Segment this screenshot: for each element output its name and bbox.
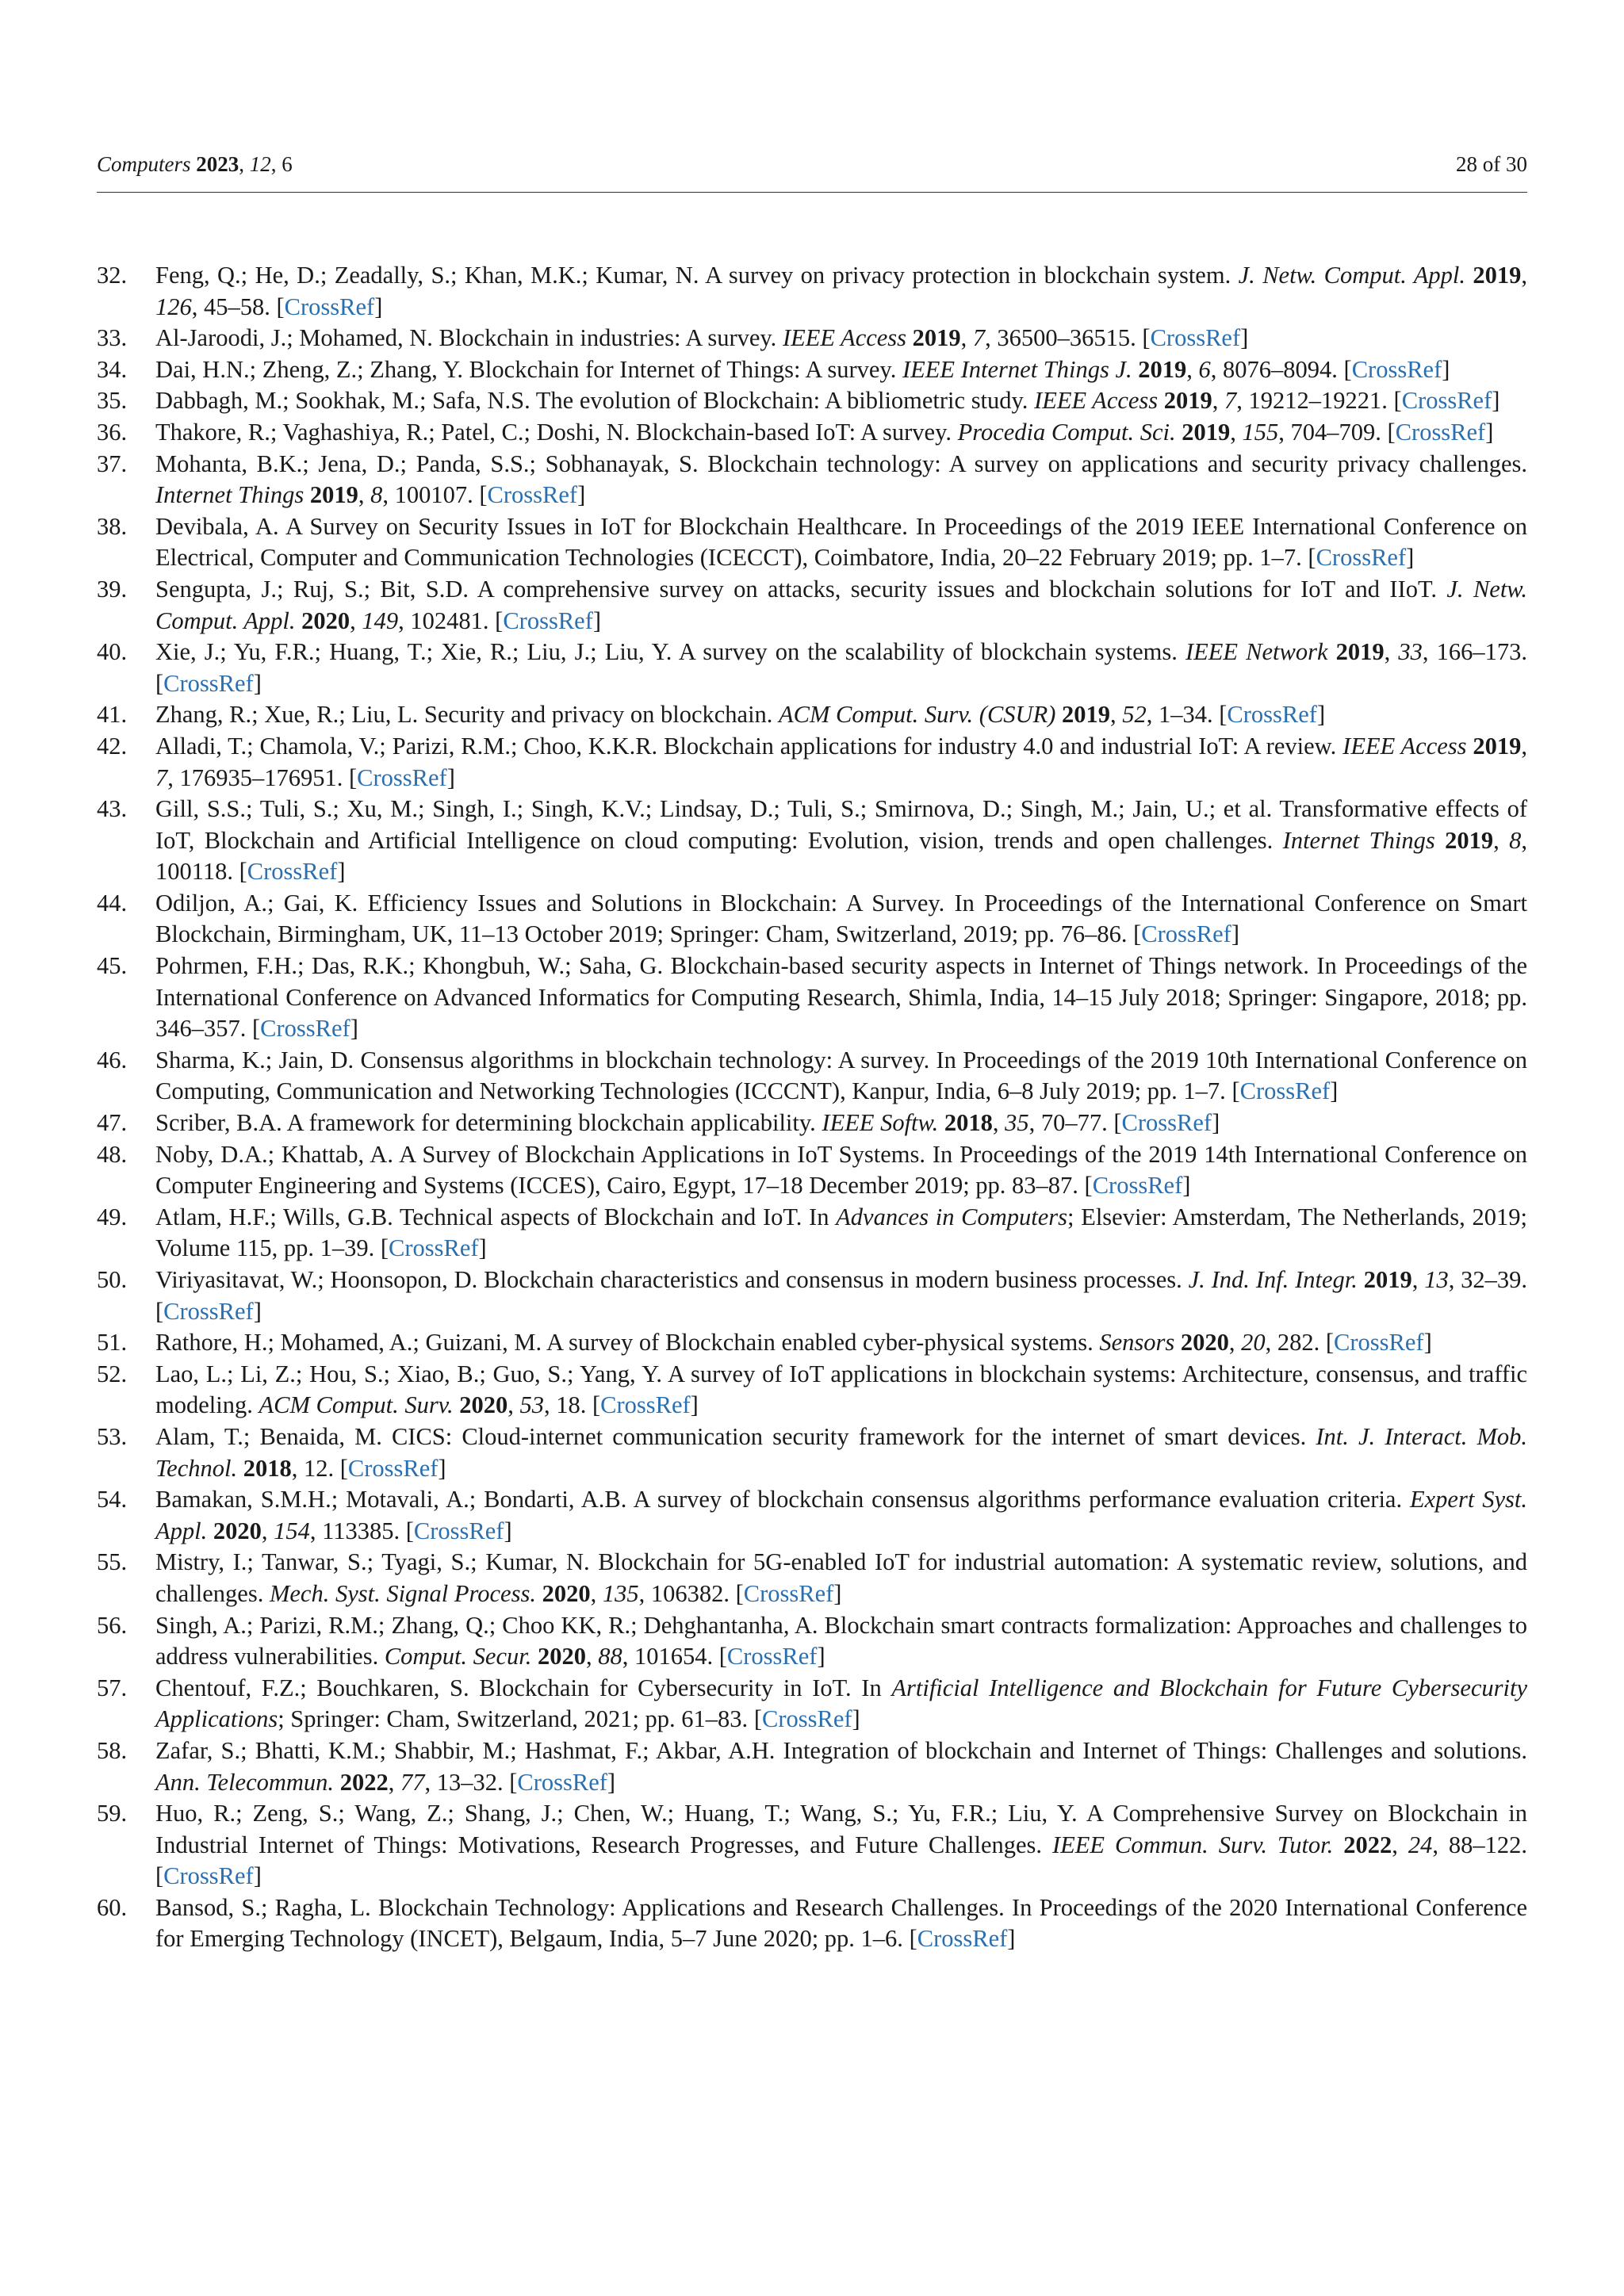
reference-year: 2019	[309, 481, 358, 509]
reference-year: 2020	[213, 1517, 262, 1544]
reference-number: 34.	[97, 355, 128, 383]
crossref-link[interactable]: CrossRef	[163, 1297, 254, 1325]
crossref-link[interactable]: CrossRef	[1227, 701, 1317, 729]
reference-number: 45.	[97, 952, 128, 980]
reference-pages: 12.	[303, 1454, 335, 1482]
crossref-link[interactable]: CrossRef	[357, 763, 447, 791]
reference-item: 41. Zhang, R.; Xue, R.; Liu, L. Security and privacy on blockchain. ACM Comput. Surv. (CSUR) 2019, 52, 1–34. [CrossRef]	[97, 699, 1527, 731]
reference-volume: 155	[1242, 418, 1279, 446]
reference-item: 36. Thakore, R.; Vaghashiya, R.; Patel, C.; Doshi, N. Blockchain-based IoT: A survey. Procedia Comput. Sci. 2019, 155, 704–709. [CrossRef]	[97, 417, 1527, 449]
reference-journal: Internet Things	[155, 481, 304, 509]
crossref-link[interactable]: CrossRef	[1351, 355, 1442, 383]
reference-item: 37. Mohanta, B.K.; Jena, D.; Panda, S.S.; Sobhanayak, S. Blockchain technology: A survey on applications and security privacy challenges. Internet Things 2019, 8, 100107. [CrossRef]	[97, 450, 1527, 509]
reference-year: 2019	[1445, 826, 1494, 854]
crossref-link[interactable]: CrossRef	[247, 858, 338, 886]
reference-year: 2019	[1473, 262, 1522, 289]
reference-year: 2019	[1163, 387, 1212, 415]
reference-year: 2019	[1138, 355, 1187, 383]
reference-text: Bamakan, S.M.H.; Motavali, A.; Bondarti, A.B. A survey of blockchain consensus algorithms performance evaluation criteria.	[155, 1486, 1403, 1513]
reference-volume: 13	[1424, 1266, 1449, 1293]
reference-text: Feng, Q.; He, D.; Zeadally, S.; Khan, M.K.; Kumar, N. A survey on privacy protection in blockchain system.	[155, 262, 1231, 289]
reference-item: 57. Chentouf, F.Z.; Bouchkaren, S. Blockchain for Cybersecurity in IoT. In Artificial Intelligence and Blockchain for Future Cybersecurity Applications; Springer: Cham, Switzerland, 2021; pp. 61–83. [CrossRef]	[97, 1674, 1527, 1733]
reference-number: 52.	[97, 1360, 128, 1387]
crossref-link[interactable]: CrossRef	[761, 1705, 852, 1733]
reference-text: Sengupta, J.; Ruj, S.; Bit, S.D. A comprehensive survey on attacks, security issues and blockchain solutions for IoT and IIoT.	[155, 575, 1437, 603]
reference-pages: 101654.	[634, 1643, 714, 1670]
reference-pages: 13–32.	[436, 1768, 504, 1796]
reference-item: 42. Alladi, T.; Chamola, V.; Parizi, R.M.; Choo, K.K.R. Blockchain applications for industry 4.0 and industrial IoT: A review. IEEE Access 2019, 7, 176935–176951. [CrossRef]	[97, 732, 1528, 791]
journal-name: Computers	[97, 152, 191, 176]
reference-item: 51. Rathore, H.; Mohamed, A.; Guizani, M. A survey of Blockchain enabled cyber-physical systems. Sensors 2020, 20, 282. [CrossRef]	[97, 1327, 1527, 1359]
crossref-link[interactable]: CrossRef	[487, 481, 578, 509]
reference-volume: 8	[370, 481, 383, 509]
reference-journal: ACM Comput. Surv.	[259, 1391, 454, 1419]
reference-volume: 126	[155, 293, 192, 320]
reference-text: Mistry, I.; Tanwar, S.; Tyagi, S.; Kumar, N. Blockchain for 5G-enabled IoT for industrial automation: A systematic review, solutions, and challenges.	[155, 1548, 1527, 1607]
reference-journal: Mech. Syst. Signal Process.	[269, 1579, 536, 1607]
reference-text: Chentouf, F.Z.; Bouchkaren, S. Blockchain for Cybersecurity in IoT. In	[155, 1674, 882, 1701]
reference-pages: 113385.	[322, 1517, 400, 1544]
journal-year: 2023	[196, 152, 239, 176]
reference-number: 47.	[97, 1109, 128, 1137]
reference-item: 55. Mistry, I.; Tanwar, S.; Tyagi, S.; Kumar, N. Blockchain for 5G-enabled IoT for industrial automation: A systematic review, solutions, and challenges. Mech. Syst. Signal Process. 2020, 135, 106382. [CrossRef]	[97, 1548, 1527, 1607]
reference-text: Mohanta, B.K.; Jena, D.; Panda, S.S.; Sobhanayak, S. Blockchain technology: A survey on applications and security privacy challenges.	[155, 450, 1527, 477]
reference-pages: 32–39.	[1461, 1266, 1528, 1293]
reference-book-title: Advances in Computers	[836, 1203, 1068, 1230]
reference-volume: 6	[1198, 355, 1211, 383]
crossref-link[interactable]: CrossRef	[284, 293, 375, 320]
reference-publisher: ; Elsevier: Amsterdam, The Netherlands, 2019; Volume 115, pp. 1–39.	[155, 1203, 1527, 1262]
reference-number: 60.	[97, 1893, 128, 1921]
reference-text: Al-Jaroodi, J.; Mohamed, N. Blockchain in industries: A survey.	[155, 324, 777, 352]
crossref-link[interactable]: CrossRef	[260, 1015, 350, 1043]
reference-item: 50. Viriyasitavat, W.; Hoonsopon, D. Blockchain characteristics and consensus in modern business processes. J. Ind. Inf. Integr. 2019, 13, 32–39. [CrossRef]	[97, 1266, 1528, 1325]
reference-text: Dai, H.N.; Zheng, Z.; Zhang, Y. Blockchain for Internet of Things: A survey.	[155, 355, 897, 383]
reference-item: 49. Atlam, H.F.; Wills, G.B. Technical aspects of Blockchain and IoT. In Advances in Computers; Elsevier: Amsterdam, The Netherlands, 2019; Volume 115, pp. 1–39. [CrossRef]	[97, 1203, 1527, 1262]
reference-pages: 70–77.	[1040, 1109, 1108, 1137]
reference-journal: Int. J. Interact. Mob. Technol.	[155, 1422, 1528, 1482]
reference-volume: 7	[1224, 387, 1237, 415]
reference-year: 2019	[1061, 701, 1110, 729]
reference-journal: J. Netw. Comput. Appl.	[155, 575, 1528, 634]
reference-year: 2020	[459, 1391, 508, 1419]
reference-text: Zafar, S.; Bhatti, K.M.; Shabbir, M.; Hashmat, F.; Akbar, A.H. Integration of blockchain and Internet of Things: Challenges and solutions.	[155, 1736, 1527, 1764]
reference-journal: IEEE Internet Things J.	[902, 355, 1132, 383]
reference-number: 35.	[97, 387, 128, 415]
reference-volume: 7	[972, 324, 986, 352]
reference-item: 47. Scriber, B.A. A framework for determining blockchain applicability. IEEE Softw. 2018, 35, 70–77. [CrossRef]	[97, 1108, 1527, 1139]
reference-number: 41.	[97, 701, 128, 729]
reference-volume: 8	[1509, 826, 1522, 854]
reference-journal: J. Netw. Comput. Appl.	[1238, 262, 1465, 289]
reference-number: 57.	[97, 1674, 128, 1701]
reference-number: 56.	[97, 1611, 128, 1639]
reference-year: 2018	[243, 1454, 292, 1482]
reference-number: 50.	[97, 1266, 128, 1293]
reference-journal: IEEE Softw.	[822, 1109, 939, 1137]
reference-pages: 100107.	[394, 481, 473, 509]
reference-number: 51.	[97, 1329, 128, 1357]
reference-text: Sharma, K.; Jain, D. Consensus algorithms in blockchain technology: A survey. In Proceedings of the 2019 10th International Conference on Computing, Communication and Networking Technologies (ICCCNT), Kanpur, India, 6–8 July 2019; pp. 1–7.	[155, 1046, 1527, 1105]
reference-number: 49.	[97, 1203, 128, 1230]
crossref-link[interactable]: CrossRef	[1401, 387, 1492, 415]
reference-item: 59. Huo, R.; Zeng, S.; Wang, Z.; Shang, J.; Chen, W.; Huang, T.; Wang, S.; Yu, F.R.; Liu, Y. A Comprehensive Survey on Blockchain in Industrial Internet of Things: Motivations, Research Progresses, and Future Challenges. IEEE Commun. Surv. Tutor. 2022, 24, 88–122. [CrossRef]	[97, 1800, 1528, 1890]
reference-year: 2022	[339, 1768, 389, 1796]
reference-year: 2020	[538, 1643, 586, 1670]
reference-volume: 149	[362, 607, 399, 634]
reference-item: 54. Bamakan, S.M.H.; Motavali, A.; Bondarti, A.B. A survey of blockchain consensus algorithms performance evaluation criteria. Expert Syst. Appl. 2020, 154, 113385. [CrossRef]	[97, 1486, 1527, 1544]
reference-year: 2019	[1363, 1266, 1412, 1293]
reference-volume: 7	[155, 763, 168, 791]
reference-text: Alam, T.; Benaida, M. CICS: Cloud-internet communication security framework for the internet of smart devices.	[155, 1422, 1307, 1450]
reference-number: 40.	[97, 638, 128, 666]
reference-number: 46.	[97, 1046, 128, 1073]
reference-journal: IEEE Access	[782, 324, 907, 352]
reference-text: Alladi, T.; Chamola, V.; Parizi, R.M.; Choo, K.K.R. Blockchain applications for industry 4.0 and industrial IoT: A review.	[155, 732, 1337, 760]
crossref-link[interactable]: CrossRef	[163, 669, 254, 697]
reference-year: 2020	[542, 1579, 591, 1607]
journal-volume: 12	[249, 152, 271, 176]
reference-item: 34. Dai, H.N.; Zheng, Z.; Zhang, Y. Blockchain for Internet of Things: A survey. IEEE Internet Things J. 2019, 6, 8076–8094. [CrossRef]	[97, 354, 1527, 386]
reference-text: Rathore, H.; Mohamed, A.; Guizani, M. A survey of Blockchain enabled cyber-physical systems.	[155, 1329, 1094, 1357]
reference-year: 2019	[912, 324, 961, 352]
article-number: 6	[282, 152, 293, 176]
crossref-link[interactable]: CrossRef	[600, 1391, 691, 1419]
reference-number: 39.	[97, 575, 128, 603]
reference-pages: 102481.	[410, 607, 489, 634]
reference-journal: ACM Comput. Surv. (CSUR)	[779, 701, 1056, 729]
reference-pages: 106382.	[650, 1579, 730, 1607]
reference-number: 36.	[97, 418, 128, 446]
reference-volume: 53	[519, 1391, 544, 1419]
reference-volume: 52	[1122, 701, 1147, 729]
crossref-link[interactable]: CrossRef	[163, 1862, 254, 1890]
crossref-link[interactable]: CrossRef	[1239, 1077, 1331, 1105]
journal-citation: Computers 2023, 12, 6	[97, 152, 293, 176]
header-divider	[97, 192, 1527, 193]
page-number: 28 of 30	[1456, 152, 1527, 176]
reference-text: Xie, J.; Yu, F.R.; Huang, T.; Xie, R.; Liu, J.; Liu, Y. A survey on the scalability of blockchain systems.	[155, 638, 1178, 666]
reference-pages: 282.	[1277, 1329, 1320, 1357]
reference-pages: 36500–36515.	[997, 324, 1136, 352]
reference-number: 37.	[97, 450, 128, 477]
reference-journal: Ann. Telecommun.	[155, 1768, 335, 1796]
crossref-link[interactable]: CrossRef	[917, 1925, 1008, 1953]
reference-number: 55.	[97, 1548, 128, 1576]
reference-pages: 19212–19221.	[1248, 387, 1388, 415]
reference-year: 2019	[1182, 418, 1231, 446]
reference-item: 53. Alam, T.; Benaida, M. CICS: Cloud-internet communication security framework for the internet of smart devices. Int. J. Interact. Mob. Technol. 2018, 12. [CrossRef]	[97, 1422, 1528, 1482]
reference-year: 2019	[1473, 732, 1522, 760]
reference-number: 53.	[97, 1422, 128, 1450]
reference-item: 44. Odiljon, A.; Gai, K. Efficiency Issues and Solutions in Blockchain: A Survey. In Proceedings of the International Conference on Smart Blockchain, Birmingham, UK, 11–13 October 2019; Springer: Cham, Switzerland, 2019; pp. 76–86. [CrossRef]	[97, 889, 1527, 948]
reference-book-title: Artificial Intelligence and Blockchain for Future Cybersecurity Applications	[155, 1674, 1527, 1733]
reference-publisher: ; Springer: Cham, Switzerland, 2021; pp. 61–83.	[278, 1705, 749, 1733]
reference-text: Zhang, R.; Xue, R.; Liu, L. Security and privacy on blockchain.	[155, 701, 773, 729]
reference-year: 2019	[1335, 638, 1385, 666]
reference-pages: 166–173.	[1436, 638, 1528, 666]
reference-text: Dabbagh, M.; Sookhak, M.; Safa, N.S. The evolution of Blockchain: A bibliometric study.	[155, 387, 1028, 415]
reference-journal: IEEE Access	[1342, 732, 1467, 760]
reference-journal: Sensors	[1099, 1329, 1175, 1357]
reference-number: 38.	[97, 512, 128, 540]
reference-item: 56. Singh, A.; Parizi, R.M.; Zhang, Q.; Choo KK, R.; Dehghantanha, A. Blockchain smart contracts formalization: Approaches and challenges to address vulnerabilities. Comput. Secur. 2020, 88, 101654. [CrossRef]	[97, 1611, 1527, 1670]
reference-text: Singh, A.; Parizi, R.M.; Zhang, Q.; Choo KK, R.; Dehghantanha, A. Blockchain smart contracts formalization: Approaches and challenges to address vulnerabilities.	[155, 1611, 1527, 1670]
reference-pages: 88–122.	[1448, 1831, 1528, 1858]
reference-text: Lao, L.; Li, Z.; Hou, S.; Xiao, B.; Guo, S.; Yang, Y. A survey of IoT applications in blockchain systems: Architecture, consensus, and traffic modeling.	[155, 1360, 1527, 1419]
reference-volume: 135	[602, 1579, 639, 1607]
reference-text: Bansod, S.; Ragha, L. Blockchain Technology: Applications and Research Challenges. In Proceedings of the 2020 International Conference for Emerging Technology (INCET), Belgaum, India, 5–7 June 2020; pp. 1–6.	[155, 1893, 1527, 1953]
crossref-link[interactable]: CrossRef	[517, 1768, 607, 1796]
reference-pages: 100118.	[155, 858, 233, 886]
reference-year: 2020	[301, 607, 350, 634]
reference-item: 52. Lao, L.; Li, Z.; Hou, S.; Xiao, B.; Guo, S.; Yang, Y. A survey of IoT applications in blockchain systems: Architecture, consensus, and traffic modeling. ACM Comput. Surv. 2020, 53, 18. [CrossRef]	[97, 1360, 1527, 1419]
reference-journal: Procedia Comput. Sci.	[957, 418, 1176, 446]
reference-volume: 77	[400, 1768, 425, 1796]
reference-journal: IEEE Commun. Surv. Tutor.	[1051, 1831, 1334, 1858]
reference-text: Noby, D.A.; Khattab, A. A Survey of Blockchain Applications in IoT Systems. In Proceedings of the 2019 14th International Conference on Computer Engineering and Systems (ICCES), Cairo, Egypt, 17–18 December 2019; pp. 83–87.	[155, 1140, 1527, 1200]
reference-text: Devibala, A. A Survey on Security Issues in IoT for Blockchain Healthcare. In Proceedings of the 2019 IEEE International Conference on Electrical, Computer and Communication Technologies (ICECCT), Coimbatore, India, 20–22 February 2019; pp. 1–7.	[155, 512, 1527, 572]
reference-text: Viriyasitavat, W.; Hoonsopon, D. Blockchain characteristics and consensus in modern business processes.	[155, 1266, 1182, 1293]
crossref-link[interactable]: CrossRef	[726, 1643, 818, 1670]
crossref-link[interactable]: CrossRef	[1141, 920, 1231, 948]
reference-journal: IEEE Network	[1185, 638, 1328, 666]
reference-text: Atlam, H.F.; Wills, G.B. Technical aspects of Blockchain and IoT. In	[155, 1203, 829, 1230]
reference-number: 33.	[97, 324, 128, 352]
reference-volume: 24	[1408, 1831, 1433, 1858]
reference-journal: Comput. Secur.	[384, 1643, 532, 1670]
reference-number: 32.	[97, 262, 128, 289]
reference-volume: 35	[1005, 1109, 1029, 1137]
reference-number: 48.	[97, 1140, 128, 1168]
reference-year: 2018	[944, 1109, 993, 1137]
crossref-link[interactable]: CrossRef	[389, 1234, 479, 1262]
crossref-link[interactable]: CrossRef	[1092, 1172, 1183, 1200]
reference-item: 45. Pohrmen, F.H.; Das, R.K.; Khongbuh, W.; Saha, G. Blockchain-based security aspects in Internet of Things network. In Proceedings of the International Conference on Advanced Informatics for Computing Research, Shimla, India, 14–15 July 2018; Springer: Singapore, 2018; pp. 346–357. [CrossRef]	[97, 952, 1527, 1043]
reference-pages: 45–58.	[204, 293, 270, 320]
reference-item: 39. Sengupta, J.; Ruj, S.; Bit, S.D. A comprehensive survey on attacks, security issues and blockchain solutions for IoT and IIoT. J. Netw. Comput. Appl. 2020, 149, 102481. [CrossRef]	[97, 575, 1528, 634]
reference-volume: 88	[598, 1643, 622, 1670]
reference-item: 60. Bansod, S.; Ragha, L. Blockchain Technology: Applications and Research Challenges. In Proceedings of the 2020 International Conference for Emerging Technology (INCET), Belgaum, India, 5–7 June 2020; pp. 1–6. [CrossRef]	[97, 1893, 1527, 1953]
reference-journal: IEEE Access	[1034, 387, 1159, 415]
crossref-link[interactable]: CrossRef	[1334, 1329, 1424, 1357]
crossref-link[interactable]: CrossRef	[503, 607, 593, 634]
reference-journal: Internet Things	[1282, 826, 1435, 854]
reference-number: 43.	[97, 795, 128, 823]
reference-text: Thakore, R.; Vaghashiya, R.; Patel, C.; Doshi, N. Blockchain-based IoT: A survey.	[155, 418, 952, 446]
reference-text: Scriber, B.A. A framework for determining blockchain applicability.	[155, 1109, 816, 1137]
reference-item: 35. Dabbagh, M.; Sookhak, M.; Safa, N.S. The evolution of Blockchain: A bibliometric study. IEEE Access 2019, 7, 19212–19221. [CrossRef]	[97, 385, 1527, 417]
reference-number: 54.	[97, 1486, 128, 1513]
reference-item: 46. Sharma, K.; Jain, D. Consensus algorithms in blockchain technology: A survey. In Proceedings of the 2019 10th International Conference on Computing, Communication and Networking Technologies (ICCCNT), Kanpur, India, 6–8 July 2019; pp. 1–7. [CrossRef]	[97, 1046, 1527, 1105]
reference-year: 2022	[1343, 1831, 1392, 1858]
reference-volume: 20	[1241, 1329, 1266, 1357]
crossref-link[interactable]: CrossRef	[1316, 544, 1407, 572]
reference-journal: J. Ind. Inf. Integr.	[1188, 1266, 1358, 1293]
reference-text: Huo, R.; Zeng, S.; Wang, Z.; Shang, J.; Chen, W.; Huang, T.; Wang, S.; Yu, F.R.; Liu, Y. A Comprehensive Survey on Blockchain in Industrial Internet of Things: Motivations, Research Progresses, and Future Challenges.	[155, 1800, 1527, 1858]
reference-pages: 18.	[556, 1391, 587, 1419]
reference-pages: 8076–8094.	[1223, 355, 1338, 383]
reference-pages: 704–709.	[1290, 418, 1381, 446]
reference-text: Pohrmen, F.H.; Das, R.K.; Khongbuh, W.; Saha, G. Blockchain-based security aspects in Internet of Things network. In Proceedings of the International Conference on Advanced Informatics for Computing Research, Shimla, India, 14–15 July 2018; Springer: Singapore, 2018; pp. 346–357.	[155, 952, 1527, 1043]
reference-volume: 154	[274, 1517, 310, 1544]
reference-number: 42.	[97, 732, 128, 760]
reference-journal: Expert Syst. Appl.	[155, 1486, 1527, 1544]
reference-item: 38. Devibala, A. A Survey on Security Issues in IoT for Blockchain Healthcare. In Proceedings of the 2019 IEEE International Conference on Electrical, Computer and Communication Technologies (ICECCT), Coimbatore, India, 20–22 February 2019; pp. 1–7. [CrossRef]	[97, 512, 1527, 572]
reference-item: 43. Gill, S.S.; Tuli, S.; Xu, M.; Singh, I.; Singh, K.V.; Lindsay, D.; Tuli, S.; Smirnova, D.; Singh, M.; Jain, U.; et al. Transformative effects of IoT, Blockchain and Artificial Intelligence on cloud computing: Evolution, vision, trends and open challenges. Internet Things 2019, 8, 100118. [CrossRef]	[97, 795, 1528, 886]
reference-text: Gill, S.S.; Tuli, S.; Xu, M.; Singh, I.; Singh, K.V.; Lindsay, D.; Tuli, S.; Smirnova, D.; Singh, M.; Jain, U.; et al. Transformative effects of IoT, Blockchain and Artificial Intelligence on cloud computing: Evolution, vision, trends and open challenges.	[155, 795, 1527, 854]
reference-item: 58. Zafar, S.; Bhatti, K.M.; Shabbir, M.; Hashmat, F.; Akbar, A.H. Integration of blockchain and Internet of Things: Challenges and solutions. Ann. Telecommun. 2022, 77, 13–32. [CrossRef]	[97, 1736, 1527, 1796]
reference-item: 33. Al-Jaroodi, J.; Mohamed, N. Blockchain in industries: A survey. IEEE Access 2019, 7, 36500–36515. [CrossRef]	[97, 323, 1527, 354]
crossref-link[interactable]: CrossRef	[1150, 324, 1241, 352]
reference-volume: 33	[1398, 638, 1423, 666]
crossref-link[interactable]: CrossRef	[1395, 418, 1486, 446]
reference-number: 58.	[97, 1736, 128, 1764]
reference-pages: 176935–176951.	[179, 763, 343, 791]
reference-pages: 1–34.	[1158, 701, 1213, 729]
crossref-link[interactable]: CrossRef	[743, 1579, 834, 1607]
reference-number: 44.	[97, 889, 128, 916]
reference-text: Odiljon, A.; Gai, K. Efficiency Issues and Solutions in Blockchain: A Survey. In Proceedings of the International Conference on Smart Blockchain, Birmingham, UK, 11–13 October 2019; Springer: Cham, Switzerland, 2019; pp. 76–86.	[155, 889, 1527, 948]
crossref-link[interactable]: CrossRef	[413, 1517, 504, 1544]
reference-item: 32. Feng, Q.; He, D.; Zeadally, S.; Khan, M.K.; Kumar, N. A survey on privacy protection in blockchain system. J. Netw. Comput. Appl. 2019, 126, 45–58. [CrossRef]	[97, 262, 1528, 320]
crossref-link[interactable]: CrossRef	[347, 1454, 439, 1482]
reference-list	[97, 260, 1527, 1955]
reference-item: 40. Xie, J.; Yu, F.R.; Huang, T.; Xie, R.; Liu, J.; Liu, Y. A survey on the scalability of blockchain systems. IEEE Network 2019, 33, 166–173. [CrossRef]	[97, 638, 1528, 697]
reference-number: 59.	[97, 1800, 128, 1827]
reference-year: 2020	[1180, 1329, 1229, 1357]
crossref-link[interactable]: CrossRef	[1121, 1109, 1212, 1137]
reference-item: 48. Noby, D.A.; Khattab, A. A Survey of Blockchain Applications in IoT Systems. In Proceedings of the 2019 14th International Conference on Computer Engineering and Systems (ICCES), Cairo, Egypt, 17–18 December 2019; pp. 83–87. [CrossRef]	[97, 1140, 1527, 1200]
